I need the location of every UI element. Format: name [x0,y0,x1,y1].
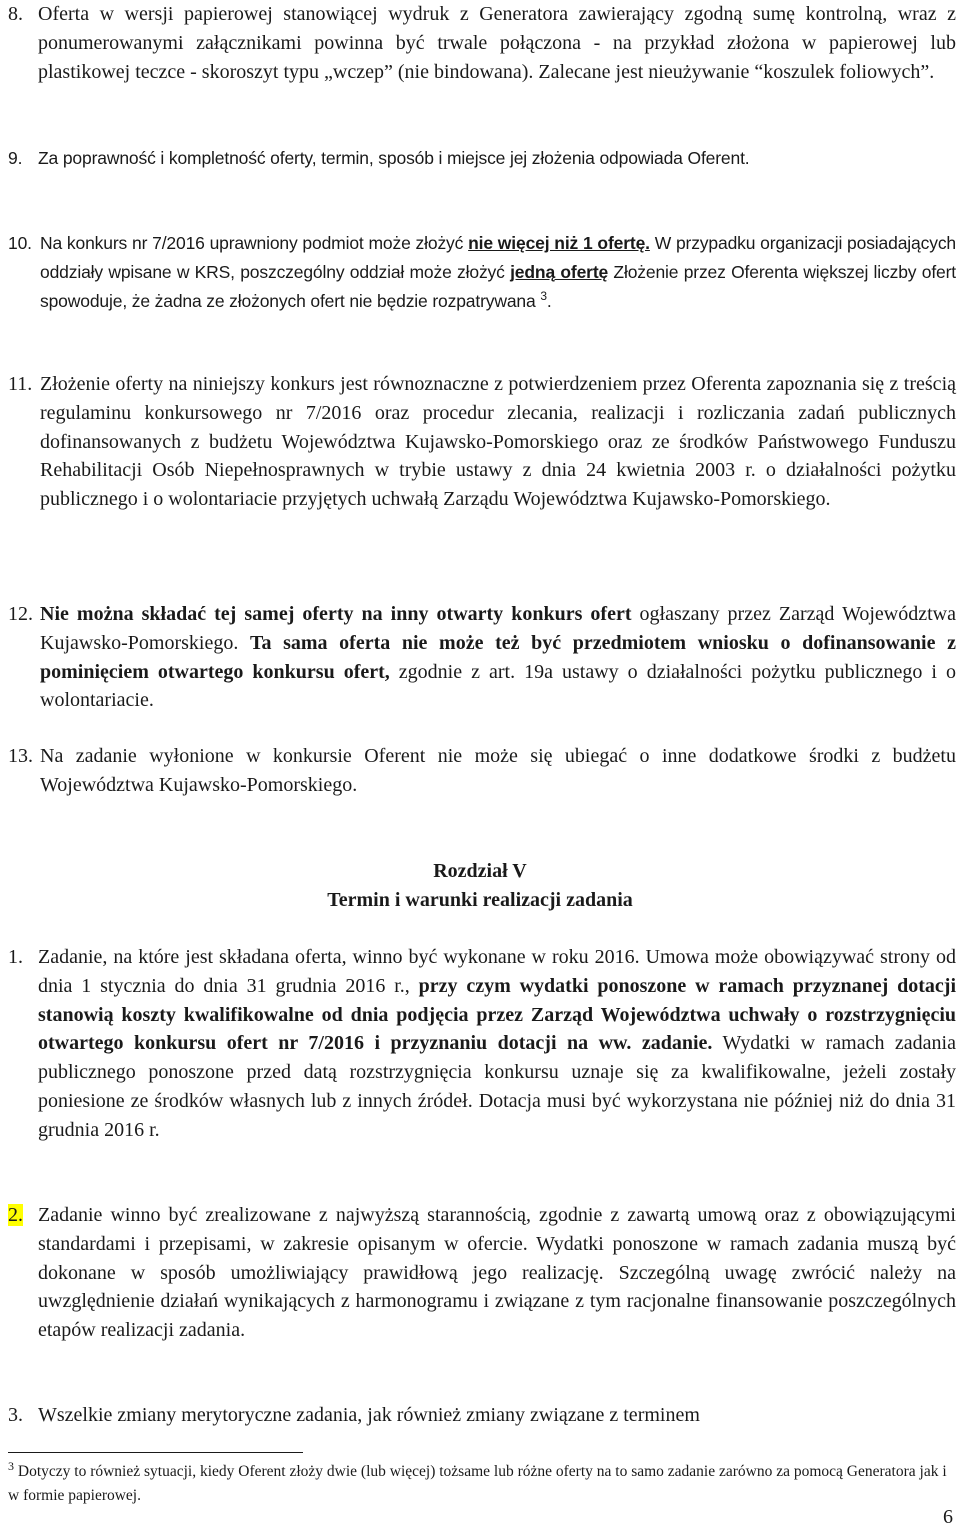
item-text: Złożenie oferty na niniejszy konkurs jest równoznaczne z potwierdzeniem przez Oferenta zapoznania się z treścią regulaminu konkursowego nr 7/2016 oraz procedur zlecania, realizacji i rozliczania zadań publicznych dofinansowanych z budżetu Województwa Kujawsko-Pomorskiego oraz ze środków Państwowego Funduszu Rehabilitacji Osób Niepełnosprawnych w trybie ustawy z dnia 24 kwietnia 2003 r. o działalności pożytku publicznego i o wolontariacie przyjętych uchwałą Zarządu Województwa Kujawsko-Pomorskiego. [40,373,956,511]
item-number: 8. [8,3,23,25]
list-item-12 [8,600,956,715]
item-number: 12. [8,603,33,625]
item-text: Za poprawność i kompletność oferty, termin, sposób i miejsce jej złożenia odpowiada Oferent. [38,148,750,168]
chapter-title: Rozdział V [433,860,527,882]
item-text: Na konkurs nr 7/2016 uprawniony podmiot może złożyć nie więcej niż 1 ofertę. W przypadku organizacji posiadających oddziały wpisane w KRS, poszczególny oddział może złożyć jedną ofertę Złożenie przez Oferenta większej liczby ofert spowoduje, że żadna ze złożonych ofert nie będzie rozpatrywana $^3$. [40,233,956,311]
item-text: Zadanie winno być zrealizowane z najwyższą starannością, zgodnie z zawartą umową oraz z obowiązującymi standardami i przepisami, w zakresie opisanym w ofercie. Wydatki ponoszone w ramach zadania muszą być dokonane w sposób umożliwiający prawidłową jego realizację. Szczególną uwagę zwrócić należy na uwzględnienie działań wynikających z harmonogramu i związane z tym racjonalne finansowanie poszczególnych etapów realizacji zadania. [38,1204,956,1342]
chapter-item-2 [8,1201,956,1345]
emphasis-one-offer: jedną ofertę [510,261,609,282]
footnote-mark: 3 [8,1458,14,1473]
footnote-ref[interactable]: 3 [540,288,547,303]
item-number: 3. [8,1404,23,1426]
item-number: 11. [8,373,33,395]
emphasis-eligible-costs: przy czym wydatki ponoszone w ramach przyznanej dotacji stanowią koszty kwalifikowalne od dnia podjęcia przez Zarząd Województwa uchwały o rozstrzygnięciu otwartego konkursu ofert nr 7/2016 i przyznaniu dotacji na ww. zadanie. [38,974,957,1055]
chapter-item-1 [8,943,956,1145]
footnote-text: Dotyczy to również sytuacji, kiedy Oferent złoży dwie (lub więcej) tożsame lub różne oferty na to samo zadanie zarówno za pomocą Generatora jak i w formie papierowej. [8,1463,947,1504]
chapter-subtitle: Termin i warunki realizacji zadania [327,889,633,911]
item-number-highlighted: 2. [8,1204,23,1226]
list-item-10 [8,229,956,315]
chapter-item-3 [8,1401,956,1430]
item-number: 10. [8,233,32,253]
emphasis-no-duplicate: Nie można składać tej samej oferty na inny otwarty konkurs ofert [40,603,632,625]
item-number: 1. [8,946,23,968]
footnote-separator [8,1452,303,1453]
emphasis-no-cofinancing: Ta sama oferta nie może też być przedmiotem wniosku o dofinansowanie z pominięciem otwartego konkursu ofert, [40,631,956,683]
footnote [8,1460,948,1508]
emphasis-limit: nie więcej niż 1 ofertę. [468,233,650,253]
list-item-9 [8,144,956,173]
list-item-13 [8,742,956,800]
item-text: Zadanie, na które jest składana oferta, winno być wykonane w roku 2016. Umowa może obowiązywać strony od dnia 1 stycznia do dnia 31 grudnia 2016 r., przy czym wydatki ponoszone w ramach przyznanej dotacji stanowią koszty kwalifikowalne od dnia podjęcia przez Zarząd Województwa uchwały o rozstrzygnięciu otwartego konkursu ofert nr 7/2016 i przyznaniu dotacji na ww. zadanie. Wydatki w ramach zadania publicznego ponoszone przed datą rozstrzygnięcia konkursu uznaje się za kwalifikowalne, jeżeli zostały poniesione ze środków własnych lub z innych źródeł. Dotacja musi być wykorzystana nie później niż do dnia 31 grudnia 2016 r. [38,946,957,1141]
item-number: 13. [8,745,33,767]
item-text: Oferta w wersji papierowej stanowiącej wydruk z Generatora zawierający zgodną sumę kontrolną, wraz z ponumerowanymi załącznikami powinna być trwale połączona - na przykład złożona w papierowej lub plastikowej teczce - skoroszyt typu „wczep” (nie bindowana). Zalecane jest nieużywanie “koszulek foliowych”. [38,3,956,83]
item-number: 9. [8,148,23,168]
item-text: Nie można składać tej samej oferty na inny otwarty konkurs ofert ogłaszany przez Zarząd Województwa Kujawsko-Pomorskiego. Ta sama oferta nie może też być przedmiotem wniosku o dofinansowanie z pominięciem otwartego konkursu ofert, zgodnie z art. 19a ustawy o działalności pożytku publicznego i o wolontariacie. [40,603,956,712]
list-item-8 [8,0,956,86]
item-text: Wszelkie zmiany merytoryczne zadania, jak również zmiany związane z terminem [38,1404,700,1426]
page-number: 6 [943,1506,953,1528]
item-text: Na zadanie wyłonione w konkursie Oferent nie może się ubiegać o inne dodatkowe środki z budżetu Województwa Kujawsko-Pomorskiego. [40,745,956,796]
list-item-11 [8,370,956,514]
